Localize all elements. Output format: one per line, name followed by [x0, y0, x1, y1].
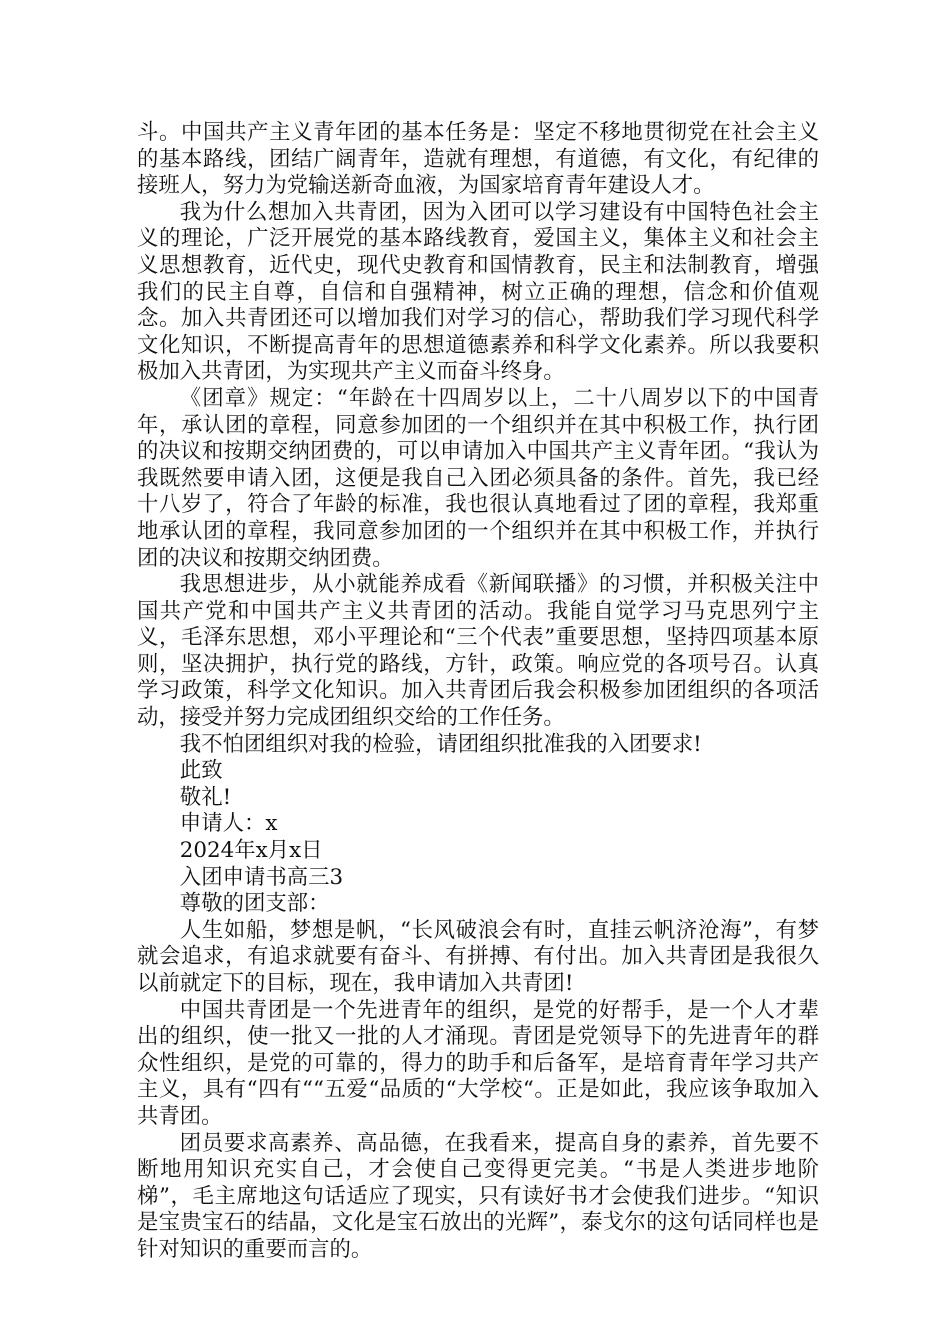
paragraph-member-quality: 团员要求高素养、高品德，在我看来，提高自身的素养，首先要不断地用知识充实自己，才会使自己变得更完美。“书是人类进步地阶梯”，毛主席地这句话适应了现实，只有读好书才会使我们进步。“知识是宝贵宝石的结晶，文化是宝石放出的光辉”，泰戈尔的这句话同样也是针对知识的重要而言的。 — [137, 1130, 819, 1262]
paragraph-dream: 人生如船，梦想是帆，“长风破浪会有时，直挂云帆济沧海”，有梦就会追求，有追求就要有奋斗、有拼搏、有付出。加入共青团是我很久以前就定下的目标，现在，我申请加入共青团! — [137, 917, 819, 996]
section-heading: 入团申请书高三3 — [179, 864, 344, 890]
paragraph-league-intro: 中国共青团是一个先进青年的组织，是党的好帮手，是一个人才辈出的组织，使一批又一批的人才涌现。青团是党领导下的先进青年的群众性组织，是党的可靠的，得力的助手和后备军，是培育青年学习共产主义，具有“四有““五爱“品质的“大学校“。正是如此，我应该争取加入共青团。 — [137, 997, 819, 1129]
salutation: 尊敬的团支部： — [179, 891, 330, 917]
document-page — [137, 120, 819, 1264]
paragraph-task: 斗。中国共产主义青年团的基本任务是：坚定不移地贯彻党在社会主义的基本路线，团结广阔青年，造就有理想，有道德，有文化，有纪律的接班人，努力为党输送新奇血液，为国家培育青年建设人才。 — [137, 120, 819, 199]
closing-jingli: 敬礼! — [179, 784, 232, 810]
date-line: 2024年x月x日 — [179, 838, 323, 864]
applicant-line: 申请人：x — [179, 811, 278, 837]
paragraph-why-join: 我为什么想加入共青团，因为入团可以学习建设有中国特色社会主义的理论，广泛开展党的基本路线教育，爱国主义，集体主义和社会主义思想教育，近代史，现代史教育和国情教育，民主和法制教育，增强我们的民主自尊，自信和自强精神，树立正确的理想，信念和价值观念。加入共青团还可以增加我们对学习的信心，帮助我们学习现代科学文化知识，不断提高青年的思想道德素养和科学文化素养。所以我要积极加入共青团，为实现共产主义而奋斗终身。 — [137, 199, 819, 385]
closing-cizhi: 此致 — [179, 758, 223, 784]
paragraph-charter: 《团章》规定：“年龄在十四周岁以上，二十八周岁以下的中国青年，承认团的章程，同意参加团的一个组织并在其中积极工作，执行团的决议和按期交纳团费的，可以申请加入中国共产主义青年团。“我认为我既然要申请入团，这便是我自己入团必须具备的条件。首先，我已经十八岁了，符合了年龄的标准，我也很认真地看过了团的章程，我郑重地承认团的章程，我同意参加团的一个组织并在其中积极工作，并执行团的决议和按期交纳团费。 — [137, 385, 819, 571]
paragraph-request: 我不怕团组织对我的检验，请团组织批准我的入团要求! — [179, 731, 702, 757]
paragraph-thought-progress: 我思想进步，从小就能养成看《新闻联播》的习惯，并积极关注中国共产党和中国共产主义共青团的活动。我能自觉学习马克思列宁主义，毛泽东思想，邓小平理论和“三个代表”重要思想，坚持四项基本原则，坚决拥护，执行党的路线，方针，政策。响应党的各项号召。认真学习政策，科学文化知识。加入共青团后我会积极参加团组织的各项活动，接受并努力完成团组织交给的工作任务。 — [137, 572, 819, 731]
